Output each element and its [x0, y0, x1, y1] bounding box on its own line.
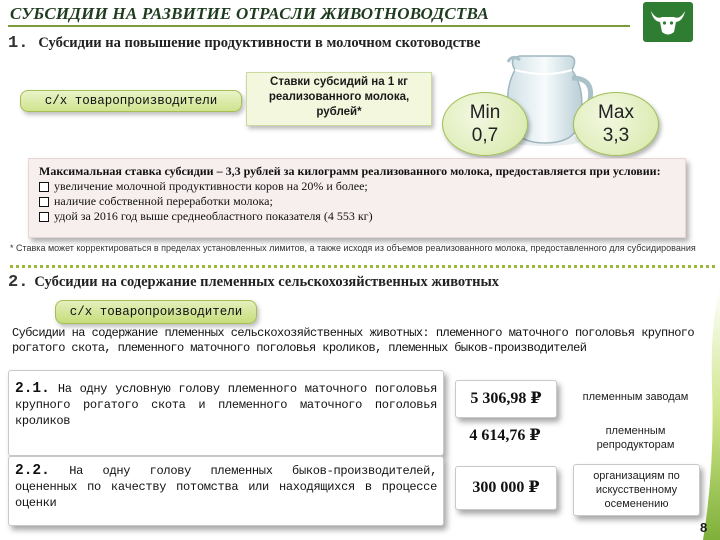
checkbox-icon	[39, 212, 49, 222]
max-value: 3,3	[602, 125, 630, 146]
recipient-breeding-reproducers: племенным репродукторам	[596, 425, 675, 451]
section-1-title: Субсидии на повышение продуктивности в молочном скотоводстве	[38, 35, 481, 51]
item-2-2-number: 2.2.	[15, 463, 50, 479]
conditions-lead: Максимальная ставка субсидии – 3,3 рублей за килограмм реализованного молока, предоставляется при условии:	[39, 164, 661, 178]
checkbox-icon	[39, 182, 49, 192]
page-title: СУБСИДИИ НА РАЗВИТИЕ ОТРАСЛИ ЖИВОТНОВОДСТВА	[10, 4, 489, 23]
min-value: 0,7	[471, 125, 499, 146]
rates-label-box: Ставки субсидий на 1 кг реализованного молока, рублей*	[246, 72, 432, 126]
title-underline	[8, 25, 630, 27]
section-2-heading	[8, 273, 499, 292]
dotted-divider	[10, 265, 715, 268]
max-label: Max	[598, 102, 634, 123]
recipient-pill-1: с/х товаропроизводители	[20, 90, 242, 112]
amount-breeding-reproducers: 4 614,76 ₽	[469, 427, 541, 444]
subsidy-card-2-1	[8, 370, 444, 456]
section-1-number: 1.	[8, 34, 29, 53]
max-rate-badge	[573, 92, 659, 156]
checkbox-icon	[39, 197, 49, 207]
subsidy-card-2-2	[8, 456, 444, 526]
recipient-breeding-plants: племенным заводам	[582, 391, 689, 403]
section-2-description: Субсидии на содержание племенных сельскохозяйственных животных: племенного маточного поголовья крупного рогатого скота, племенного маточного поголовья кроликов, племенных быков-производителей	[12, 326, 694, 355]
item-2-1-number: 2.1.	[15, 381, 50, 397]
condition-item: наличие собственной переработки молока;	[39, 194, 675, 209]
min-rate-badge	[442, 92, 528, 156]
conditions-box	[28, 158, 686, 238]
amount-bulls: 300 000 ₽	[455, 466, 557, 510]
section-1-heading	[8, 34, 480, 53]
min-label: Min	[469, 102, 501, 123]
item-2-1-text: На одну условную голову племенного маточного поголовья крупного рогатого скота и племенного маточного поголовья кроликов	[15, 382, 437, 428]
page-number: 8	[700, 520, 708, 535]
decorative-stripe	[703, 286, 720, 540]
condition-item: удой за 2016 год выше среднеобластного показателя (4 553 кг)	[39, 209, 675, 224]
item-2-2-text: На одну голову племенных быков-производителей, оцененных по качеству потомства или находящихся в процессе оценки	[15, 464, 437, 510]
condition-item: увеличение молочной продуктивности коров на 20% и более;	[39, 179, 675, 194]
recipient-insemination-orgs: организациям по искусственному осеменению	[573, 464, 700, 516]
bull-head-icon	[643, 2, 693, 42]
recipient-pill-2: с/х товаропроизводители	[55, 300, 257, 324]
footnote: * Ставка может корректироваться в пределах установленных лимитов, а также исходя из объемов реализованного молока, предоставленного для субсидирования	[10, 243, 696, 253]
amount-breeding-plants: 5 306,98 ₽	[455, 380, 557, 418]
section-2-number: 2.	[8, 273, 29, 292]
section-2-title: Субсидии на содержание племенных сельскохозяйственных животных	[34, 274, 500, 290]
